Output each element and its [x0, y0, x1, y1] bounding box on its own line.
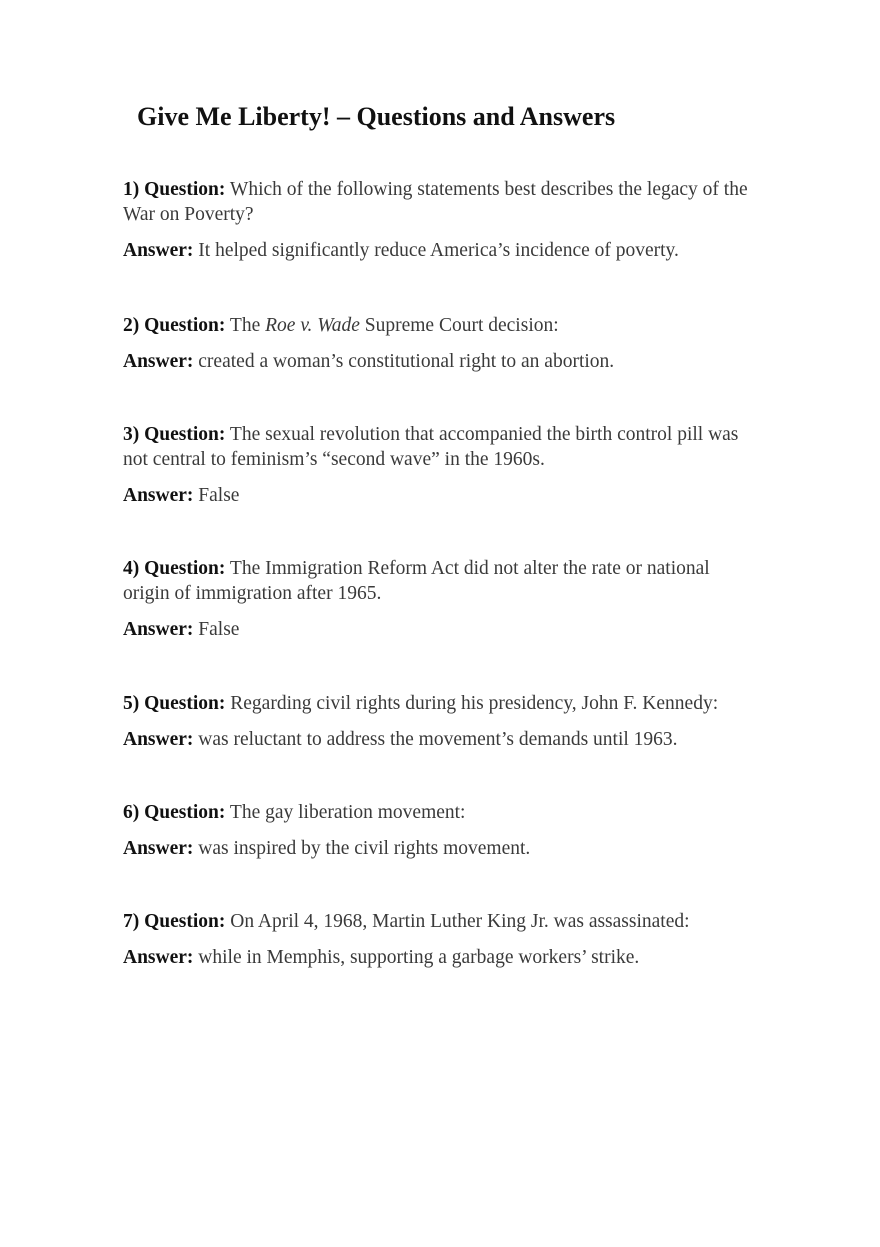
answer-label: Answer: [123, 485, 194, 506]
answer-4 [123, 617, 753, 642]
question-number: 6) [123, 802, 140, 823]
question-label: Question: [144, 693, 226, 714]
qa-item-5 [123, 691, 753, 752]
answer-text: It helped significantly reduce America’s incidence of poverty. [198, 240, 679, 261]
question-label: Question: [144, 558, 226, 579]
answer-label: Answer: [123, 838, 194, 859]
answer-text: while in Memphis, supporting a garbage workers’ strike. [198, 947, 640, 968]
answer-text: was inspired by the civil rights movement. [198, 838, 531, 859]
qa-item-3 [123, 422, 753, 508]
answer-2 [123, 349, 753, 374]
answer-5 [123, 727, 753, 752]
qa-item-4 [123, 556, 753, 642]
question-label: Question: [144, 802, 226, 823]
question-4 [123, 556, 753, 606]
question-text: The gay liberation movement: [229, 802, 466, 823]
answer-text: was reluctant to address the movement’s demands until 1963. [198, 729, 678, 750]
question-number: 5) [123, 693, 140, 714]
qa-item-6 [123, 800, 753, 861]
answer-6 [123, 836, 753, 861]
answer-text: created a woman’s constitutional right to an abortion. [198, 351, 615, 372]
question-text: The sexual revolution that accompanied the birth control pill was not central to feminism’s “second wave” in the 1960s. [123, 424, 739, 470]
answer-label: Answer: [123, 619, 194, 640]
answer-label: Answer: [123, 947, 194, 968]
question-text: The Immigration Reform Act did not alter the rate or national origin of immigration after 1965. [123, 558, 710, 604]
answer-1 [123, 238, 753, 263]
case-name: Roe v. Wade [265, 315, 360, 336]
answer-label: Answer: [123, 729, 194, 750]
question-text: On April 4, 1968, Martin Luther King Jr. was assassinated: [230, 911, 690, 932]
question-7 [123, 909, 753, 934]
question-label: Question: [144, 911, 226, 932]
question-text: Regarding civil rights during his presidency, John F. Kennedy: [230, 693, 719, 714]
question-label: Question: [144, 179, 226, 200]
question-text: Which of the following statements best describes the legacy of the War on Poverty? [123, 179, 748, 225]
question-6 [123, 800, 753, 825]
answer-label: Answer: [123, 351, 194, 372]
question-text-pre: The [229, 315, 261, 336]
answer-text: False [198, 619, 240, 640]
answer-text: False [198, 485, 240, 506]
question-number: 2) [123, 315, 140, 336]
answer-3 [123, 483, 753, 508]
qa-item-2 [123, 313, 753, 374]
question-number: 7) [123, 911, 140, 932]
question-number: 1) [123, 179, 140, 200]
question-1 [123, 177, 753, 227]
question-number: 4) [123, 558, 140, 579]
question-label: Question: [144, 424, 226, 445]
question-2 [123, 313, 753, 338]
answer-7 [123, 945, 753, 970]
question-5 [123, 691, 753, 716]
question-text-post: Supreme Court decision: [364, 315, 559, 336]
qa-item-1 [123, 177, 753, 263]
page-title: Give Me Liberty! – Questions and Answers [137, 102, 616, 131]
question-3 [123, 422, 753, 472]
question-number: 3) [123, 424, 140, 445]
qa-item-7 [123, 909, 753, 970]
question-label: Question: [144, 315, 226, 336]
answer-label: Answer: [123, 240, 194, 261]
